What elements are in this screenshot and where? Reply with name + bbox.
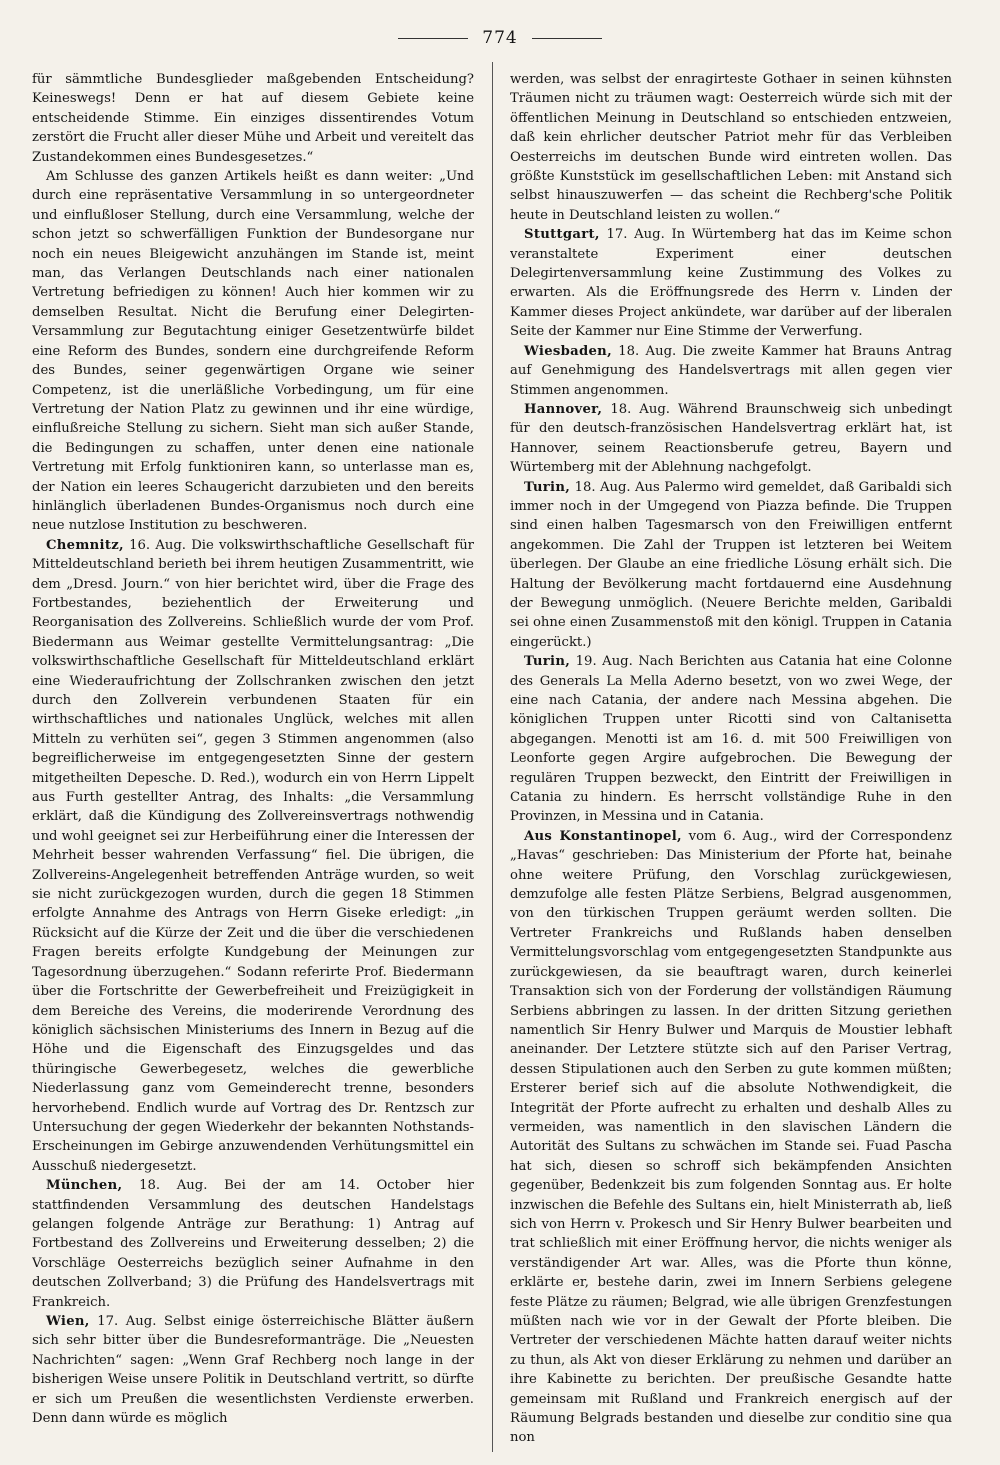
article-paragraph [32,167,474,536]
dateline: Wiesbaden, [524,343,612,359]
paragraph-text: 18. Aug. Bei der am 14. October hier stattfindenden Versammlung des deutschen Handelstags gelangen folgende Anträge zur Berathung: 1) Antrag auf Fortbestand des Zollvereins und Erweiterung desselben; 2) die Vorschläge Oesterreichs bezüglich seiner Aufnahme in den deutschen Zollverband; 3) die Prüfung des Handelsvertrags mit Frankreich. [32,1178,474,1310]
paragraph-text: 17. Aug. In Würtemberg hat das im Keime schon veranstaltete Experiment einer deutschen Delegirtenversammlung keine Zustimmung des Volkes zu erwarten. Als die Eröffnungsrede des Herrn v. Linden der Kammer dieses Project ankündete, war darüber auf der liberalen Seite der Kammer nur Eine Stimme der Verwerfung. [510,227,952,340]
dateline: Turin, [524,654,571,670]
article-paragraph [510,827,952,1448]
paragraph-text: 18. Aug. Aus Palermo wird gemeldet, daß Garibaldi sich immer noch in der Umgegend von Piazza befinde. Die Truppen sind einen halben Tagesmarsch von den Freiwilligen entfernt angekommen. Die Zahl der Truppen ist letzteren bei Weitem überlegen. Der Glaube an eine friedliche Lösung erhält sich. Die Haltung der Bevölkerung macht fortdauernd eine Ausdehnung der Bewegung unmöglich. (Neuere Berichte melden, Garibaldi sei ohne einen Zusammenstoß mit den königl. Truppen in Catania eingerückt.) [510,479,952,650]
column-divider [492,62,493,1452]
article-paragraph [510,400,952,478]
article-paragraph [32,536,474,1176]
article-paragraph [32,1312,474,1428]
right-column [510,70,952,1455]
header-rule-left [398,38,468,39]
paragraph-text: 19. Aug. Nach Berichten aus Catania hat eine Colonne des Generals La Mella Aderno besetzt, von wo zwei Wege, der eine nach Catania, der andere nach Messina abgehen. Die königlichen Truppen unter Ricotti sind von Caltanisetta abgegangen. Menotti ist am 16. d. mit 500 Freiwilligen von Leonforte gegen Argire aufgebrochen. Die Bewegung der regulären Truppen bezweckt, den Eintritt der Freiwilligen in Catania zu hindern. Es herrscht vollständige Ruhe in den Provinzen, in Messina und in Catania. [510,654,952,825]
paragraph-text: Am Schlusse des ganzen Artikels heißt es dann weiter: „Und durch eine repräsentative Versammlung in so untergeordneter und einflußloser Stellung, durch eine Versammlung, welche der schon jetzt so schwerfälligen Funktion der Bundesorgane nur noch ein neues Bleigewicht anzuhängen im Stande ist, meint man, das Verlangen Deutschlands nach einer nationalen Vertretung befriedigen zu können! Auch hier kommen wir zu demselben Resultat. Nicht die Berufung einer Delegirten-Versammlung zur Begutachtung einiger Gesetzentwürfe bildet eine Reform des Bundes, sondern eine durchgreifende Reform des Bundes, seiner gegenwärtigen Organe wie seiner Competenz, ist die unerläßliche Vorbedingung, um für eine Vertretung der Nation Platz zu gewinnen und ihr eine würdige, einflußreiche Stellung zu sichern. Sieht man sich außer Stande, die Bedingungen zu schaffen, unter denen eine nationale Vertretung mit Erfolg funktioniren kann, so unterlasse man es, der Nation ein leeres Schaugericht darzubieten und den bereits hinlänglich überladenen Bundes-Organismus noch durch eine neue nutzlose Institution zu beschweren. [32,169,474,534]
article-paragraph [510,652,952,827]
dateline: Hannover, [524,401,603,417]
paragraph-text: 18. Aug. Die zweite Kammer hat Brauns Antrag auf Genehmigung des Handelsvertrags mit allen gegen vier Stimmen angenommen. [510,343,952,398]
article-paragraph [32,70,474,167]
dateline: München, [46,1178,123,1194]
dateline: Wien, [46,1314,90,1329]
paragraph-text: 16. Aug. Die volkswirthschaftliche Gesellschaft für Mitteldeutschland berieth bei ihrem heutigen Zusammentritt, wie dem „Dresd. Journ.“ von hier berichtet wird, über die Frage des Fortbestandes, beziehentlich der Erweiterung und Reorganisation des Zollvereins. Schließlich wurde der vom Prof. Biedermann aus Weimar gestellte Vermittelungsantrag: „Die volkswirthschaftliche Gesellschaft für Mitteldeutschland erklärt eine Wiederaufrichtung der Zollschranken zwischen den jetzt durch den Zollverein verbundenen Staaten für ein wirthschaftliches und nationales Unglück, welches mit allen Mitteln zu verhüten sei“, gegen 3 Stimmen angenommen (also begreiflicherweise im entgegengesetzten Sinne der gestern mitgetheilten Depesche. D. Red.), wodurch ein von Herrn Lippelt aus Furth gestellter Antrag, des Inhalts: „die Versammlung erklärt, daß die Kündigung des Zollvereinsvertrags nothwendig und wohl geeignet sei zur Herbeiführung einer die Interessen der Mehrheit besser wahrenden Verfassung“ fiel. Die übrigen, die Zollvereins-Angelegenheit betreffenden Anträge wurden, so weit sie nicht zurückgezogen wurden, durch die gegen 18 Stimmen erfolgte Annahme des Antrags von Herrn Giseke erledigt: „in Rücksicht auf die Kürze der Zeit und die über die verschiedenen Fragen bereits erfolgte Kundgebung der Meinungen zur Tagesordnung überzugehen.“ Sodann referirte Prof. Biedermann über die Fortschritte der Gewerbefreiheit und Freizügigkeit in dem Bereiche des Vereins, die moderirende Verordnung des königlich sächsischen Ministeriums des Innern in Bezug auf die Höhe und die Eigenschaft des Einzugsgeldes und das thüringische Gewerbegesetz, welches die gewerbliche Niederlassung ganz vom Gemeinderecht trenne, besonders hervorhebend. Endlich wurde auf Vortrag des Dr. Rentzsch zur Untersuchung der gegen Wiederkehr der bekannten Nothstands-Erscheinungen im Gebirge anzuwendenden Verhütungsmittel ein Ausschuß niedergesetzt. [32,537,474,1174]
dateline: Stuttgart, [524,227,600,243]
article-paragraph [510,70,952,225]
page-number: 774 [482,28,518,48]
paragraph-text: 17. Aug. Selbst einige österreichische Blätter äußern sich sehr bitter über die Bundesreformanträge. Die „Neuesten Nachrichten“ sagen: „Wenn Graf Rechberg noch lange in der bisherigen Weise unsere Politik in Deutschland vertritt, so dürfte er sich um Preußen die wesentlichsten Verdienste erwerben. Denn dann würde es möglich [32,1314,474,1427]
dateline: Turin, [524,479,571,495]
paragraph-text: vom 6. Aug., wird der Correspondenz „Havas“ geschrieben: Das Ministerium der Pforte hat, beinahe ohne weitere Prüfung, den Vorschlag zurückgewiesen, demzufolge alle festen Plätze Serbiens, Belgrad ausgenommen, von den türkischen Truppen geräumt werden sollten. Die Vertreter Frankreichs und Rußlands haben denselben Vermittelungsvorschlag vom entgegengesetzten Standpunkte aus zurückgewiesen, da sie beauftragt waren, durch keinerlei Transaktion sich von der Forderung der vollständigen Räumung Serbiens abbringen zu lassen. In der dritten Sitzung geriethen namentlich Sir Henry Bulwer und Marquis de Moustier lebhaft aneinander. Der Letztere stützte sich auf den Pariser Vertrag, dessen Stipulationen auch den Serben zu gute kommen müßten; Ersterer berief sich auf die absolute Nothwendigkeit, die Integrität der Pforte aufrecht zu erhalten und deshalb Alles zu vermeiden, was namentlich in den slavischen Ländern die Autorität des Sultans zu schwächen im Stande sei. Fuad Pascha hat sich, diesen so schroff sich bekämpfenden Ansichten gegenüber, Bedenkzeit bis zum folgenden Sonntag aus. Er holte inzwischen die Befehle des Sultans ein, hielt Ministerrath ab, ließ sich von Herrn v. Prokesch und Sir Henry Bulwer bearbeiten und trat schließlich mit einer Eröffnung hervor, die nichts weniger als verständigender Art war. Alles, was die Pforte thun könne, erklärte er, bestehe darin, zwei im Innern Serbiens gelegene feste Plätze zu räumen; Belgrad, wie alle übrigen Grenzfestungen müßten nach wie vor in der Gewalt der Pforte bleiben. Die Vertreter der verschiedenen Mächte hatten darauf weiter nichts zu thun, als Akt von dieser Erklärung zu nehmen und darüber an ihre Kabinette zu berichten. Der preußische Gesandte hatte gemeinsam mit Rußland und Frankreich energisch auf der Räumung Belgrads bestanden und dieselbe zur conditio sine qua non [510,828,952,1446]
dateline: Chemnitz, [46,537,124,553]
article-paragraph [32,1176,474,1312]
article-paragraph [510,225,952,341]
dateline: Aus Konstantinopel, [524,828,682,844]
left-column [32,70,474,1455]
article-paragraph [510,342,952,400]
paragraph-text: 18. Aug. Während Braunschweig sich unbedingt für den deutsch-französischen Handelsvertrag erklärt hat, ist Hannover, seinem Reactionsberufe getreu, Bayern und Würtemberg mit der Ablehnung nachgefolgt. [510,401,952,476]
header-rule-right [532,38,602,39]
paragraph-text: für sämmtliche Bundesglieder maßgebenden Entscheidung? Keineswegs! Denn er hat auf diesem Gebiete keine entscheidende Stimme. Ein einziges dissentirendes Votum zerstört die Frucht aller dieser Mühe und Arbeit und vereitelt das Zustandekommen eines Bundesgesetzes.“ [32,72,474,165]
paragraph-text: werden, was selbst der enragirteste Gothaer in seinen kühnsten Träumen nicht zu träumen wagt: Oesterreich würde sich mit der öffentlichen Meinung in Deutschland so entschieden entzweien, daß kein ehrlicher deutscher Patriot mehr für das Verbleiben Oesterreichs im deutschen Bunde wird eintreten wollen. Das größte Kunststück im gesellschaftlichen Leben: mit Anstand sich selbst hinauszuwerfen — das scheint die Rechberg'sche Politik heute in Deutschland leisten zu wollen.“ [510,72,952,223]
article-paragraph [510,478,952,653]
page-header [0,28,1000,48]
